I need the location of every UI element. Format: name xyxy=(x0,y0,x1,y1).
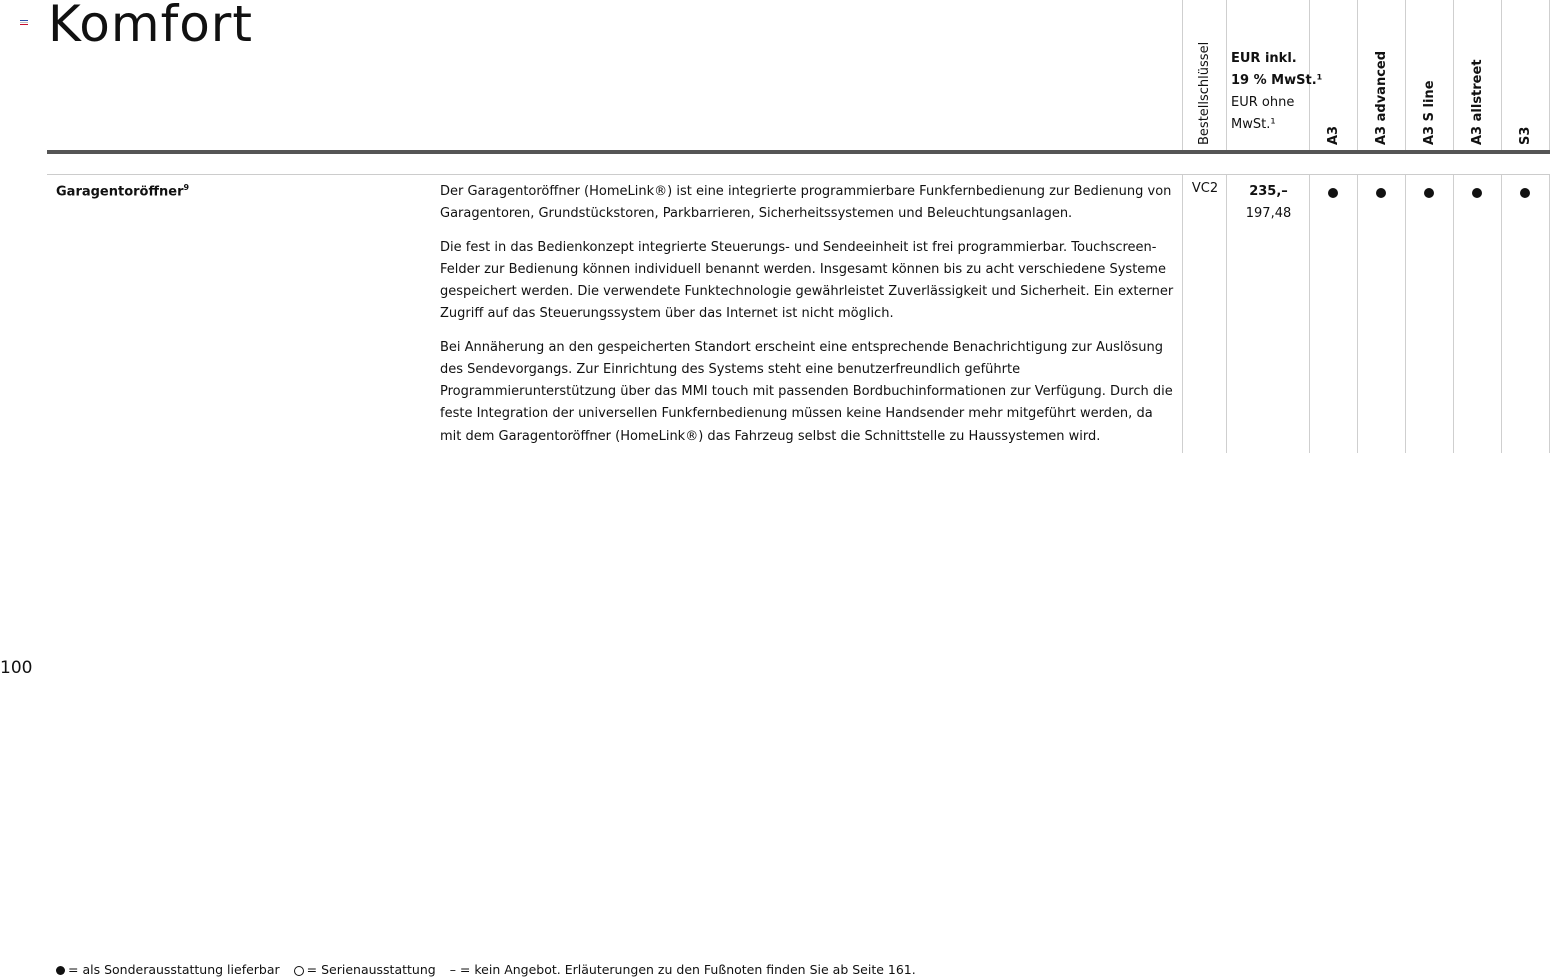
feature-description xyxy=(440,181,1175,459)
header-model-a3-s-line: A3 S line xyxy=(1422,80,1437,145)
page-title: Komfort xyxy=(48,0,253,53)
legend-not-available: – = kein Angebot. Erläuterungen zu den Fußnoten finden Sie ab Seite 161. xyxy=(449,962,916,977)
header-order-code: Bestellschlüssel xyxy=(1197,41,1212,145)
header-price-excl-2: MwSt.¹ xyxy=(1231,117,1276,132)
footnote-marker: 9 xyxy=(183,183,190,192)
open-circle-icon xyxy=(294,966,304,976)
availability-dot-a3-s-line xyxy=(1424,188,1434,198)
column-divider xyxy=(1405,0,1406,150)
row-rule xyxy=(47,174,1550,175)
page-number: 100 xyxy=(0,658,33,678)
header-price-incl: EUR inkl. xyxy=(1231,51,1297,66)
header-price-incl-2: 19 % MwSt.¹ xyxy=(1231,73,1323,88)
header-price-excl: EUR ohne xyxy=(1231,95,1295,110)
header-rule xyxy=(47,150,1550,154)
filled-dot-icon xyxy=(56,966,65,975)
column-divider xyxy=(1405,175,1406,453)
description-paragraph: Der Garagentoröffner (HomeLink®) ist eine integrierte programmierbare Funkfernbedienung zur Bedienung von Garagentoren, Grundstückstoren, Parkbarrieren, Sicherheitssystemen und Beleuchtungsanlagen. xyxy=(440,184,1172,222)
availability-dot-a3 xyxy=(1328,188,1338,198)
order-code: VC2 xyxy=(1191,181,1219,196)
header-model-a3-advanced: A3 advanced xyxy=(1374,50,1389,145)
price-cell xyxy=(1227,181,1310,225)
header-model-a3: A3 xyxy=(1326,125,1341,145)
legend-optional: = als Sonderausstattung lieferbar xyxy=(68,962,280,977)
column-divider xyxy=(1182,0,1183,150)
header-model-a3-allstreet: A3 allstreet xyxy=(1470,59,1485,145)
legend xyxy=(56,962,922,977)
feature-name xyxy=(56,183,189,199)
availability-dot-a3-advanced xyxy=(1376,188,1386,198)
column-divider xyxy=(1226,0,1227,150)
column-divider xyxy=(1453,175,1454,453)
description-paragraph: Die fest in das Bedienkonzept integrierte Steuerungs- und Sendeeinheit ist frei programmierbar. Touchscreen-Felder zur Bedienung können individuell benannt werden. Insgesamt können bis zu acht verschiedene Systeme gespeichert werden. Die verwendete Funktechnologie gewährleistet Zuverlässigkeit und Sicherheit. Ein externer Zugriff auf das Steuerungssystem über das Internet ist nicht möglich. xyxy=(440,239,1174,322)
column-divider xyxy=(1501,0,1502,150)
column-divider xyxy=(1357,0,1358,150)
flag-icon xyxy=(20,20,28,27)
column-divider xyxy=(1453,0,1454,150)
availability-dot-s3 xyxy=(1520,188,1530,198)
header-model-s3: S3 xyxy=(1518,126,1533,145)
description-paragraph: Bei Annäherung an den gespeicherten Standort erscheint eine entsprechende Benachrichtigung zur Auslösung des Sendevorgangs. Zur Einrichtung des Systems steht eine benutzerfreundlich geführte Programmierunterstützung über das MMI touch mit passenden Bordbuchinformationen zur Verfügung. Durch die feste Integration der universellen Funkfernbedienung müssen keine Handsender mehr mitgeführt werden, da mit dem Garagentoröffner (HomeLink®) das Fahrzeug selbst die Schnittstelle zu Haussystemen wird. xyxy=(440,339,1173,444)
column-divider xyxy=(1357,175,1358,453)
column-divider xyxy=(1182,175,1183,453)
price-excl: 197,48 xyxy=(1245,206,1292,221)
header-price xyxy=(1231,48,1322,136)
column-divider xyxy=(1501,175,1502,453)
price-incl: 235,– xyxy=(1249,184,1288,199)
legend-standard: = Serienausstattung xyxy=(306,962,436,977)
availability-dot-a3-allstreet xyxy=(1472,188,1482,198)
feature-label: Garagentoröffner xyxy=(56,184,184,200)
